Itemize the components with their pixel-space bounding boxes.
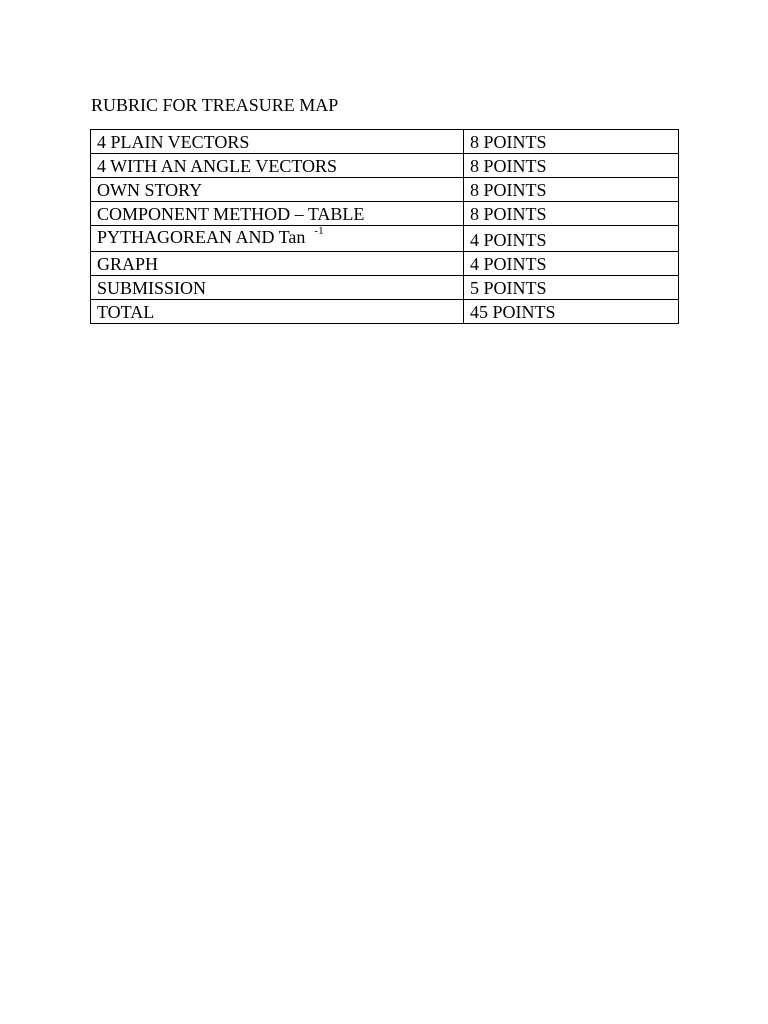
rubric-points-cell: 8 POINTS [464, 178, 679, 202]
rubric-item-cell [91, 178, 464, 202]
document-title: RUBRIC FOR TREASURE MAP [91, 95, 339, 115]
rubric-item-cell [91, 130, 464, 154]
rubric-item-label: TOTAL [97, 302, 155, 322]
rubric-item-label: 4 PLAIN VECTORS [97, 132, 250, 152]
rubric-item-label: OWN STORY [97, 180, 203, 200]
table-row [91, 300, 679, 324]
rubric-item-cell [91, 276, 464, 300]
rubric-points-cell: 5 POINTS [464, 276, 679, 300]
rubric-item-cell [91, 226, 464, 252]
rubric-points-cell: 45 POINTS [464, 300, 679, 324]
table-row [91, 154, 679, 178]
rubric-points-cell: 8 POINTS [464, 202, 679, 226]
rubric-item-cell [91, 154, 464, 178]
rubric-points-cell: 4 POINTS [464, 226, 679, 252]
rubric-item-label: SUBMISSION [97, 278, 207, 298]
rubric-points-cell: 8 POINTS [464, 130, 679, 154]
table-row [91, 178, 679, 202]
rubric-points-cell: 8 POINTS [464, 154, 679, 178]
rubric-table [90, 129, 679, 324]
rubric-item-label: 4 WITH AN ANGLE VECTORS [97, 156, 338, 176]
rubric-points-cell: 4 POINTS [464, 252, 679, 276]
table-row [91, 276, 679, 300]
rubric-item-label: COMPONENT METHOD – TABLE [97, 204, 365, 224]
table-row [91, 202, 679, 226]
table-row [91, 252, 679, 276]
rubric-item-cell [91, 300, 464, 324]
rubric-item-cell [91, 202, 464, 226]
table-row [91, 226, 679, 252]
rubric-item-label: GRAPH [97, 254, 159, 274]
table-row [91, 130, 679, 154]
superscript: -1 [314, 225, 324, 237]
rubric-item-label: PYTHAGOREAN AND Tan [97, 227, 306, 247]
rubric-item-cell [91, 252, 464, 276]
